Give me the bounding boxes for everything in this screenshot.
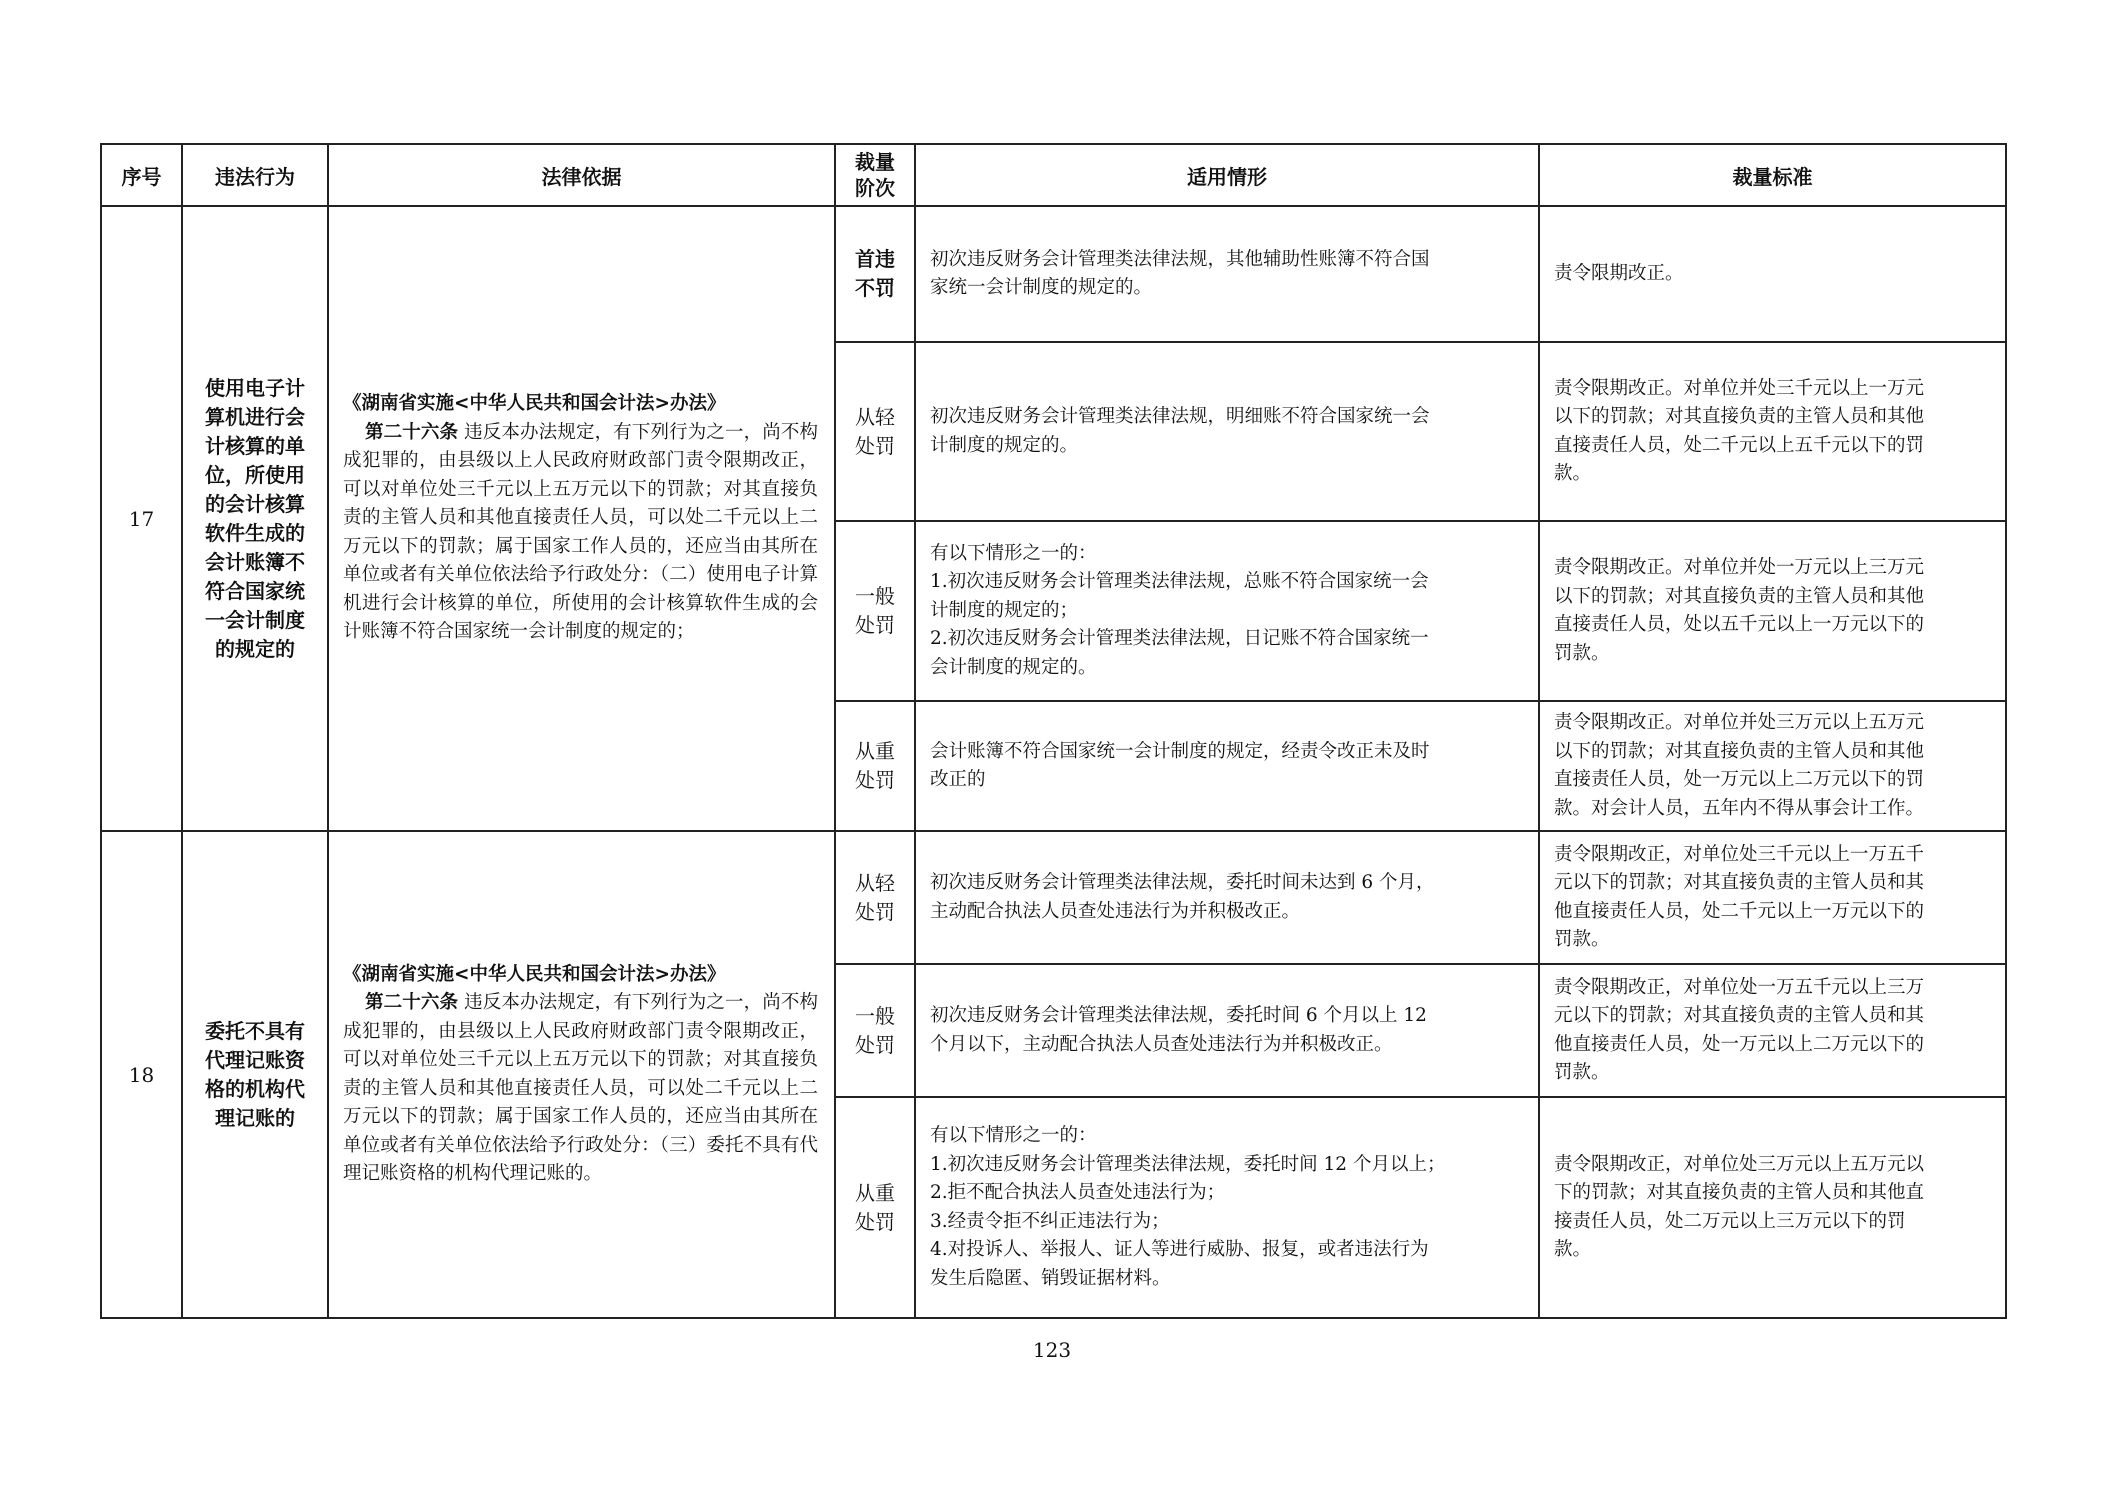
std-line: 直接责任人员，处二千元以上五千元以下的罚 (1554, 434, 1925, 456)
tier-line-1: 一般 (855, 584, 895, 608)
case-line: 1.初次违反财务会计管理类法律法规，委托时间 12 个月以上； (930, 1153, 1446, 1175)
tier-label (835, 206, 915, 342)
std-line: 责令限期改正。对单位并处一万元以上三万元 (1554, 557, 1925, 578)
std-line: 直接责任人员，处以五千元以上一万元以下的 (1554, 614, 1925, 635)
header-basis: 法律依据 (328, 144, 835, 206)
tier-line-2: 处罚 (855, 613, 895, 637)
penalty-standard (1539, 831, 2006, 964)
act-line: 的规定的 (215, 636, 295, 661)
header-case: 适用情形 (915, 144, 1539, 206)
row-number: 18 (101, 831, 182, 1318)
basis-title: 《湖南省实施<中华人民共和国会计法>办法》 (343, 393, 726, 415)
tier-line-1: 首违 (855, 247, 895, 271)
table-row (101, 831, 2006, 964)
tier-label (835, 701, 915, 831)
case-line: 发生后隐匿、销毁证据材料。 (930, 1267, 1171, 1289)
case-line: 会计账簿不符合国家统一会计制度的规定，经责令改正未及时 (930, 740, 1430, 762)
tier-line-1: 一般 (855, 1003, 895, 1028)
std-line: 责令限期改正，对单位处一万五千元以上三万 (1554, 976, 1925, 998)
page-number: 123 (1032, 1338, 1072, 1362)
std-line: 罚款。 (1554, 929, 1610, 950)
std-line: 责令限期改正。 (1554, 262, 1684, 284)
tier-line-2: 不罚 (855, 276, 895, 300)
std-line: 责令限期改正。对单位并处三千元以上一万元 (1554, 377, 1925, 399)
case-line: 3.经责令拒不纠正违法行为； (930, 1210, 1170, 1232)
case-line: 1.初次违反财务会计管理类法律法规，总账不符合国家统一会 (930, 571, 1429, 593)
header-tier (835, 144, 915, 206)
basis-title: 《湖南省实施<中华人民共和国会计法>办法》 (343, 963, 726, 985)
violation-act (182, 831, 328, 1318)
penalty-discretion-table (100, 143, 2007, 1319)
std-line: 他直接责任人员，处一万元以上二万元以下的 (1554, 1033, 1925, 1055)
case-line: 初次违反财务会计管理类法律法规，明细账不符合国家统一会 (930, 406, 1430, 427)
std-line: 他直接责任人员，处二千元以上一万元以下的 (1554, 900, 1925, 922)
case-line: 主动配合执法人员查处违法行为并积极改正。 (930, 900, 1301, 922)
table-header-row (101, 144, 2006, 206)
std-line: 以下的罚款；对其直接负责的主管人员和其他 (1554, 585, 1925, 607)
legal-basis (328, 831, 835, 1318)
row-number: 17 (101, 206, 182, 831)
tier-label (835, 1097, 915, 1318)
penalty-standard (1539, 1097, 2006, 1318)
std-line: 款。 (1554, 1239, 1592, 1260)
act-line: 算机进行会 (205, 404, 305, 429)
act-line: 理记账的 (215, 1105, 295, 1130)
std-line: 罚款。 (1554, 642, 1610, 664)
act-line: 代理记账资 (205, 1047, 305, 1072)
tier-label (835, 964, 915, 1097)
act-line: 一会计制度 (205, 607, 305, 632)
penalty-standard (1539, 342, 2006, 521)
applicable-case (915, 206, 1539, 342)
header-act: 违法行为 (182, 144, 328, 206)
tier-label (835, 342, 915, 521)
std-line: 元以下的罚款；对其直接负责的主管人员和其 (1554, 872, 1925, 893)
tier-line-2: 处罚 (855, 768, 895, 792)
act-line: 计核算的单 (205, 433, 305, 458)
std-line: 罚款。 (1554, 1062, 1610, 1083)
applicable-case (915, 1097, 1539, 1318)
table-row (101, 206, 2006, 342)
basis-text: 违反本办法规定，有下列行为之一，尚不构成犯罪的，由县级以上人民政府财政部门责令限期改正，可以对单位处三千元以上五万元以下的罚款；对其直接负责的主管人员和其他直接责任人员，可以处二千元以上二万元以下的罚款；属于国家工作人员的，还应当由其所在单位或者有关单位依法给予行政处分：（三）委托不具有代理记账资格的机构代理记账的。 (343, 992, 818, 1184)
act-line: 的会计核算 (205, 491, 305, 516)
basis-text: 违反本办法规定，有下列行为之一，尚不构成犯罪的，由县级以上人民政府财政部门责令限期改正，可以对单位处三千元以上五万元以下的罚款；对其直接负责的主管人员和其他直接责任人员，可以处二千元以上二万元以下的罚款；属于国家工作人员的，还应当由其所在单位或者有关单位依法给予行政处分：（二）使用电子计算机进行会计核算的单位，所使用的会计核算软件生成的会计账簿不符合国家统一会计制度的规定的； (343, 421, 818, 643)
tier-line-1: 从重 (855, 739, 895, 763)
header-no: 序号 (101, 144, 182, 206)
penalty-standard (1539, 206, 2006, 342)
std-line: 直接责任人员，处一万元以上二万元以下的罚 (1554, 769, 1925, 790)
basis-body (343, 989, 818, 1189)
std-line: 以下的罚款；对其直接负责的主管人员和其他 (1554, 740, 1925, 762)
case-line: 家统一会计制度的规定的。 (930, 277, 1153, 298)
header-std: 裁量标准 (1539, 144, 2006, 206)
tier-line-2: 处罚 (855, 433, 895, 458)
tier-line-1: 从轻 (855, 404, 895, 429)
case-line: 计制度的规定的； (930, 599, 1079, 621)
violation-act (182, 206, 328, 831)
tier-line-1: 从轻 (855, 870, 895, 895)
case-line: 计制度的规定的。 (930, 434, 1079, 456)
header-tier-line-1: 裁量 (855, 150, 895, 174)
act-line: 软件生成的 (205, 520, 305, 545)
case-line: 初次违反财务会计管理类法律法规，其他辅助性账簿不符合国 (930, 248, 1430, 270)
tier-line-2: 处罚 (855, 1209, 895, 1234)
std-line: 元以下的罚款；对其直接负责的主管人员和其 (1554, 1005, 1925, 1026)
penalty-standard (1539, 701, 2006, 831)
applicable-case (915, 964, 1539, 1097)
case-line: 有以下情形之一的： (930, 542, 1097, 564)
std-line: 接责任人员，处二万元以上三万元以下的罚 (1554, 1210, 1906, 1232)
std-line: 款。对会计人员，五年内不得从事会计工作。 (1554, 797, 1925, 819)
tier-line-2: 处罚 (855, 1032, 895, 1057)
act-line: 会计账簿不 (205, 549, 305, 574)
tier-line-2: 处罚 (855, 899, 895, 924)
applicable-case (915, 521, 1539, 701)
std-line: 责令限期改正，对单位处三千元以上一万五千 (1554, 843, 1925, 865)
legal-basis (328, 206, 835, 831)
applicable-case (915, 831, 1539, 964)
case-line: 个月以下，主动配合执法人员查处违法行为并积极改正。 (930, 1033, 1393, 1055)
basis-body (343, 419, 818, 647)
case-line: 初次违反财务会计管理类法律法规，委托时间未达到 6 个月， (930, 872, 1435, 893)
basis-article: 第二十六条 (365, 992, 459, 1013)
case-line: 会计制度的规定的。 (930, 656, 1097, 678)
std-line: 款。 (1554, 463, 1592, 484)
act-line: 位，所使用 (205, 462, 305, 487)
case-line: 2.初次违反财务会计管理类法律法规，日记账不符合国家统一 (930, 628, 1429, 650)
std-line: 责令限期改正。对单位并处三万元以上五万元 (1554, 712, 1925, 733)
basis-article: 第二十六条 (365, 421, 459, 443)
act-line: 委托不具有 (205, 1018, 305, 1043)
case-line: 有以下情形之一的： (930, 1125, 1097, 1146)
std-line: 以下的罚款；对其直接负责的主管人员和其他 (1554, 406, 1925, 427)
tier-line-1: 从重 (855, 1180, 895, 1205)
case-line: 4.对投诉人、举报人、证人等进行威胁、报复，或者违法行为 (930, 1239, 1429, 1260)
header-tier-line-2: 阶次 (855, 176, 895, 200)
act-line: 使用电子计 (205, 375, 305, 400)
act-line: 符合国家统 (205, 578, 305, 603)
penalty-standard (1539, 521, 2006, 701)
case-line: 2.拒不配合执法人员查处违法行为； (930, 1182, 1226, 1203)
tier-label (835, 521, 915, 701)
applicable-case (915, 701, 1539, 831)
case-line: 初次违反财务会计管理类法律法规，委托时间 6 个月以上 12 (930, 1005, 1427, 1026)
penalty-standard (1539, 964, 2006, 1097)
case-line: 改正的 (930, 769, 986, 790)
act-line: 格的机构代 (205, 1076, 305, 1101)
std-line: 责令限期改正，对单位处三万元以上五万元以 (1554, 1153, 1925, 1175)
std-line: 下的罚款；对其直接负责的主管人员和其他直 (1554, 1182, 1925, 1203)
applicable-case (915, 342, 1539, 521)
tier-label (835, 831, 915, 964)
